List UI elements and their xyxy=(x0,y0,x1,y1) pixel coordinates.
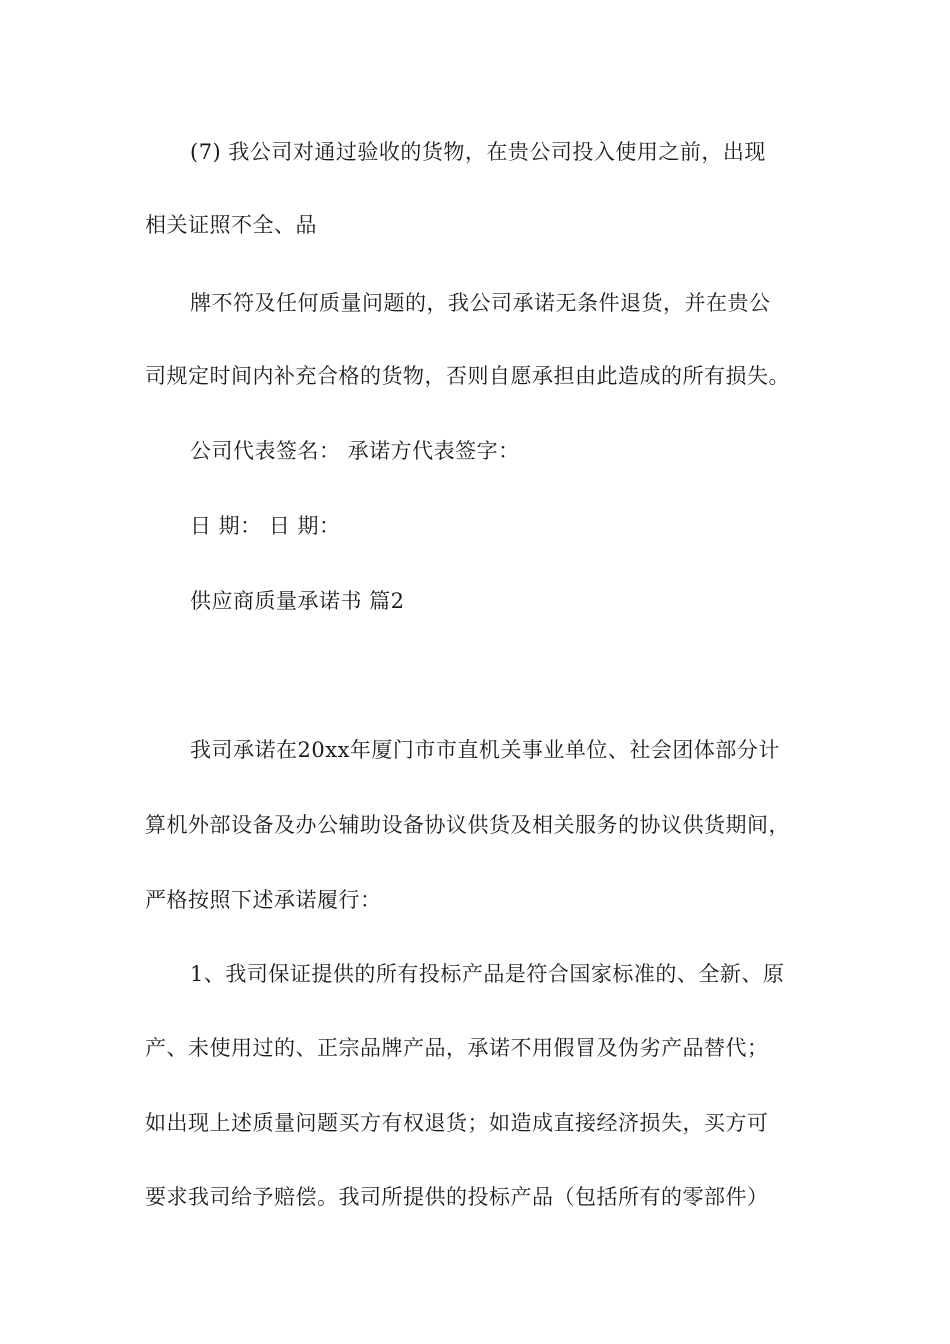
paragraph-line: 算机外部设备及办公辅助设备协议供货及相关服务的协议供货期间， xyxy=(145,813,790,837)
paragraph-line: 严格按照下述承诺履行： xyxy=(145,888,382,912)
paragraph-line: 司规定时间内补充合格的货物，否则自愿承担由此造成的所有损失。 xyxy=(145,364,790,388)
paragraph-line: 1、我司保证提供的所有投标产品是符合国家标准的、全新、原 xyxy=(190,962,785,986)
paragraph-line: 产、未使用过的、正宗品牌产品，承诺不用假冒及伪劣产品替代； xyxy=(145,1036,769,1060)
signature-line: 公司代表签名： 承诺方代表签字： xyxy=(190,439,520,463)
section-heading: 供应商质量承诺书 篇2 xyxy=(190,589,405,613)
paragraph-line: 我司承诺在20xx年厦门市市直机关事业单位、社会团体部分计 xyxy=(190,738,780,762)
paragraph-line: 相关证照不全、品 xyxy=(145,213,317,237)
date-line: 日 期： 日 期： xyxy=(190,514,341,538)
paragraph-line: 如出现上述质量问题买方有权退货；如造成直接经济损失，买方可 xyxy=(145,1111,769,1135)
paragraph-line: 牌不符及任何质量问题的，我公司承诺无条件退货，并在贵公 xyxy=(190,291,771,315)
paragraph-line: (7) 我公司对通过验收的货物，在贵公司投入使用之前，出现 xyxy=(190,140,766,164)
paragraph-line: 要求我司给予赔偿。我司所提供的投标产品（包括所有的零部件） xyxy=(145,1185,769,1209)
